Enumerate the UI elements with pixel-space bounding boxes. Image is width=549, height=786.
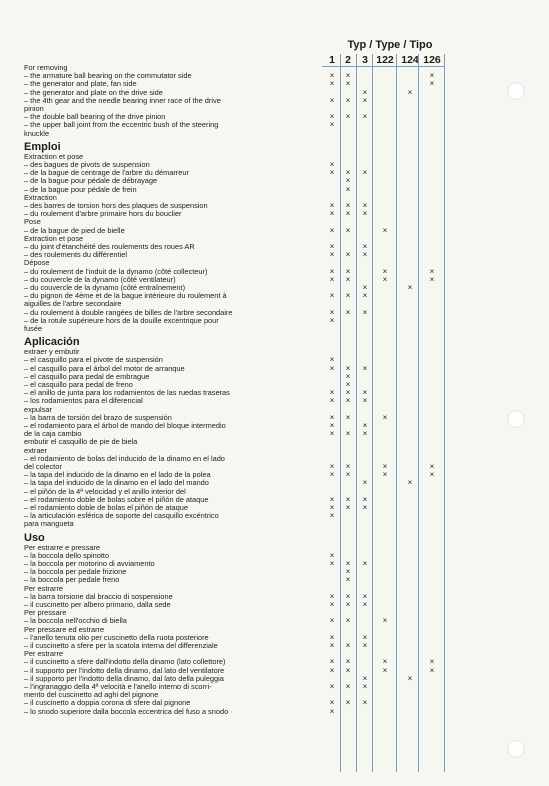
applicability-mark: ×: [329, 591, 335, 601]
list-item: Per pressare ed estrarre: [24, 624, 105, 634]
applicability-mark: ×: [329, 112, 335, 122]
header-underline: [322, 66, 444, 67]
type-column-header: 126: [423, 54, 441, 66]
applicability-mark: ×: [362, 421, 368, 430]
applicability-mark: ×: [345, 396, 351, 406]
applicability-mark: ×: [382, 266, 388, 276]
list-item: Per estrarre: [24, 583, 64, 593]
list-item: – the generator and plate on the drive side: [24, 87, 163, 97]
list-item: – il supporto per l'indotto della dinamo, dal lato del ventilatore: [24, 665, 225, 675]
applicability-mark: ×: [329, 201, 335, 210]
punch-hole-middle: [507, 410, 525, 428]
applicability-mark: ×: [362, 388, 368, 398]
list-item: Extraction et pose: [24, 233, 84, 243]
list-item: – de la rotule supérieure hors de la douille excentrique pour: [24, 315, 219, 325]
list-item: – du couvercle de la dynamo (côté entraînement): [24, 283, 186, 292]
list-item: pinion: [24, 104, 44, 113]
list-item: – la tapa del inducido de la dinamo en el lado de la polea: [24, 470, 211, 480]
applicability-mark: ×: [362, 673, 368, 683]
applicability-mark: ×: [345, 201, 351, 210]
list-item: – el casquillo para el pivote de suspensión: [24, 355, 163, 365]
applicability-mark: ×: [329, 388, 335, 398]
list-item: – du couvercle de la dynamo (côté ventilateur): [24, 274, 176, 284]
list-item: Dépose: [24, 258, 50, 268]
list-item: knuckle: [24, 128, 50, 138]
column-divider: [418, 54, 419, 772]
list-item: embutir el casquillo de pie de biela: [24, 437, 138, 447]
applicability-mark: ×: [362, 494, 368, 504]
list-item: – du roulement de l'induit de la dynamo (côté collecteur): [24, 266, 208, 276]
list-item: – l'anello tenuta olio per cuscinetto della ruota posteriore: [24, 632, 209, 642]
section-heading: Emploi: [24, 140, 61, 153]
list-item: – du roulement à double rangées de billes de l'arbre secondaire: [24, 307, 233, 317]
applicability-mark: ×: [345, 698, 351, 708]
applicability-mark: ×: [345, 657, 351, 667]
applicability-mark: ×: [382, 412, 388, 422]
applicability-mark: ×: [329, 706, 335, 716]
applicability-mark: ×: [345, 371, 351, 381]
list-item: For removing: [24, 63, 68, 72]
applicability-mark: ×: [362, 291, 368, 301]
applicability-mark: ×: [362, 591, 368, 601]
applicability-mark: ×: [345, 225, 351, 235]
applicability-mark: ×: [429, 462, 435, 471]
applicability-mark: ×: [329, 363, 335, 373]
list-item: – de la bague de centrage de l'arbre du démarreur: [24, 168, 189, 178]
applicability-mark: ×: [362, 201, 368, 210]
applicability-mark: ×: [329, 429, 335, 439]
applicability-mark: ×: [345, 176, 351, 186]
list-item: – l'ingranaggio della 4ª velocità e l'anello interno di scorri-: [24, 682, 212, 691]
applicability-mark: ×: [329, 511, 335, 521]
applicability-mark: ×: [329, 421, 335, 430]
applicability-mark: ×: [382, 462, 388, 471]
applicability-mark: ×: [329, 559, 335, 568]
applicability-mark: ×: [362, 283, 368, 292]
list-item: – la articulación esférica de soporte del casquillo excéntrico: [24, 511, 219, 521]
list-item: – lo snodo superiore dalla boccola eccentrica del fuso a snodo: [24, 706, 229, 716]
list-item: – du joint d'étanchéité des roulements des roues AR: [24, 242, 195, 251]
applicability-mark: ×: [345, 641, 351, 650]
applicability-mark: ×: [429, 79, 435, 89]
applicability-mark: ×: [362, 641, 368, 650]
list-item: – the armature ball bearing on the commutator side: [24, 71, 192, 81]
applicability-mark: ×: [429, 665, 435, 675]
list-item: para mangueta: [24, 519, 74, 529]
list-item: – la barra torsione dal braccio di sospensione: [24, 591, 173, 601]
list-item: – el piñón de la 4ª velocidad y el anillo interior del: [24, 486, 186, 496]
list-item: – il supporto per l'indotto della dinamo, dal lato della puleggia: [24, 673, 224, 683]
applicability-mark: ×: [362, 87, 368, 97]
applicability-mark: ×: [329, 462, 335, 471]
list-item: – il cuscinetto a doppia corona di sfere dal pignone: [24, 698, 191, 708]
applicability-mark: ×: [362, 209, 368, 219]
applicability-mark: ×: [362, 600, 368, 609]
applicability-mark: ×: [329, 315, 335, 325]
list-item: Per pressare: [24, 608, 67, 618]
list-item: – des roulements du différentiel: [24, 250, 127, 260]
list-item: – il cuscinetto per albero primario, dalla sede: [24, 600, 171, 609]
applicability-mark: ×: [329, 641, 335, 650]
list-item: – la boccola per motorino di avviamento: [24, 559, 155, 568]
applicability-mark: ×: [362, 559, 368, 568]
punch-hole-top: [507, 82, 525, 100]
applicability-mark: ×: [382, 225, 388, 235]
applicability-mark: ×: [345, 600, 351, 609]
column-divider: [372, 54, 373, 772]
applicability-mark: ×: [329, 550, 335, 560]
applicability-mark: ×: [345, 168, 351, 178]
applicability-mark: ×: [429, 71, 435, 81]
applicability-mark: ×: [345, 388, 351, 398]
applicability-mark: ×: [345, 665, 351, 675]
applicability-mark: ×: [329, 682, 335, 691]
applicability-mark: ×: [345, 616, 351, 626]
applicability-mark: ×: [362, 698, 368, 708]
applicability-mark: ×: [345, 274, 351, 284]
applicability-mark: ×: [329, 291, 335, 301]
applicability-mark: ×: [345, 209, 351, 219]
applicability-mark: ×: [429, 266, 435, 276]
applicability-mark: ×: [329, 250, 335, 260]
applicability-mark: ×: [429, 274, 435, 284]
list-item: – el anillo de junta para los rodamientos de las ruedas traseras: [24, 388, 230, 398]
applicability-mark: ×: [345, 250, 351, 260]
applicability-mark: ×: [345, 95, 351, 105]
list-item: expulsar: [24, 404, 52, 414]
applicability-mark: ×: [329, 307, 335, 317]
type-column-header: 1: [329, 54, 335, 66]
applicability-mark: ×: [329, 95, 335, 105]
applicability-mark: ×: [362, 682, 368, 691]
applicability-mark: ×: [382, 470, 388, 480]
applicability-mark: ×: [362, 503, 368, 512]
list-item: Per estrarre e pressare: [24, 542, 100, 552]
applicability-mark: ×: [362, 307, 368, 317]
applicability-mark: ×: [345, 429, 351, 439]
applicability-mark: ×: [345, 291, 351, 301]
applicability-mark: ×: [345, 470, 351, 480]
applicability-mark: ×: [329, 79, 335, 89]
list-item: – the upper ball joint from the eccentric bush of the steering: [24, 120, 219, 130]
list-item: – de la bague pour pédale de frein: [24, 184, 137, 194]
punch-hole-bottom: [507, 740, 525, 758]
list-item: – il cuscinetto a sfere dall'indotto della dinamo (lato collettore): [24, 657, 226, 667]
list-item: – el rodamiento de bolas del inducido de la dinamo en el lado: [24, 453, 225, 463]
list-item: – des bagues de pivots de suspension: [24, 160, 150, 169]
list-item: Extraction et pose: [24, 151, 84, 161]
list-item: Extraction: [24, 192, 57, 202]
applicability-mark: ×: [362, 242, 368, 251]
applicability-mark: ×: [329, 616, 335, 626]
applicability-mark: ×: [329, 274, 335, 284]
list-item: – la boccola nell'occhio di biella: [24, 616, 127, 626]
section-heading: Aplicación: [24, 336, 80, 349]
list-item: – de la bague pour pédale de débrayage: [24, 176, 158, 186]
applicability-mark: ×: [329, 242, 335, 251]
applicability-mark: ×: [345, 412, 351, 422]
section-heading: Uso: [24, 531, 45, 544]
applicability-mark: ×: [345, 363, 351, 373]
applicability-mark: ×: [345, 112, 351, 122]
applicability-mark: ×: [345, 380, 351, 389]
applicability-mark: ×: [345, 575, 351, 585]
column-divider: [396, 54, 397, 772]
list-item: mento del cuscinetto ad aghi del pignone: [24, 690, 159, 700]
list-item: Pose: [24, 217, 41, 227]
applicability-mark: ×: [382, 616, 388, 626]
applicability-mark: ×: [329, 266, 335, 276]
list-item: – la tapa del inducido de la dinamo en el lado del mando: [24, 478, 209, 488]
applicability-mark: ×: [407, 283, 413, 292]
applicability-mark: ×: [382, 274, 388, 284]
list-item: – el casquillo para pedal de embrague: [24, 371, 150, 381]
applicability-mark: ×: [362, 168, 368, 178]
applicability-mark: ×: [329, 160, 335, 169]
list-item: – du pignon de 4ème et de la bague intérieure du roulement à: [24, 291, 227, 301]
applicability-mark: ×: [362, 632, 368, 642]
list-item: – la barra de torsión del brazo de suspensión: [24, 412, 172, 422]
applicability-mark: ×: [345, 462, 351, 471]
applicability-mark: ×: [329, 396, 335, 406]
applicability-mark: ×: [345, 503, 351, 512]
list-item: fusée: [24, 324, 43, 333]
column-divider: [340, 54, 341, 772]
type-column-header: 3: [362, 54, 368, 66]
applicability-mark: ×: [382, 665, 388, 675]
applicability-mark: ×: [345, 184, 351, 194]
list-item: extraer: [24, 445, 48, 455]
list-item: – the 4th gear and the needle bearing inner race of the drive: [24, 95, 221, 105]
list-item: extraer y embutir: [24, 347, 80, 357]
list-item: – el rodamiento doble de bolas sobre el piñón de ataque: [24, 494, 209, 504]
applicability-mark: ×: [345, 567, 351, 577]
list-item: de la caja cambio: [24, 429, 82, 439]
column-divider: [356, 54, 357, 772]
list-item: – los rodamientos para el diferencial: [24, 396, 143, 406]
list-item: – la boccola per pedale frizione: [24, 567, 127, 577]
applicability-mark: ×: [362, 95, 368, 105]
list-item: – des barres de torsion hors des plaques de suspension: [24, 201, 208, 210]
list-item: – la boccola per pedale freno: [24, 575, 120, 585]
applicability-mark: ×: [345, 266, 351, 276]
applicability-mark: ×: [345, 79, 351, 89]
applicability-mark: ×: [329, 665, 335, 675]
applicability-mark: ×: [345, 559, 351, 568]
list-item: del colector: [24, 462, 62, 471]
applicability-mark: ×: [362, 429, 368, 439]
type-column-header: 124: [401, 54, 419, 66]
applicability-mark: ×: [329, 355, 335, 365]
list-item: – de la bague de pied de bielle: [24, 225, 125, 235]
list-item: – il cuscinetto a sfere per la scatola interna del differenziale: [24, 641, 218, 650]
applicability-mark: ×: [329, 120, 335, 130]
applicability-mark: ×: [329, 225, 335, 235]
applicability-mark: ×: [429, 470, 435, 480]
applicability-mark: ×: [329, 470, 335, 480]
applicability-mark: ×: [407, 478, 413, 488]
applicability-mark: ×: [329, 657, 335, 667]
applicability-mark: ×: [429, 657, 435, 667]
applicability-mark: ×: [345, 682, 351, 691]
list-item: – du roulement d'arbre primaire hors du bouclier: [24, 209, 182, 219]
applicability-mark: ×: [329, 503, 335, 512]
list-item: – the double ball bearing of the drive pinion: [24, 112, 166, 122]
applicability-mark: ×: [362, 250, 368, 260]
applicability-mark: ×: [345, 307, 351, 317]
applicability-mark: ×: [407, 673, 413, 683]
type-header-title: Typ / Type / Tipo: [347, 39, 433, 51]
applicability-mark: ×: [329, 632, 335, 642]
applicability-mark: ×: [329, 698, 335, 708]
applicability-mark: ×: [329, 412, 335, 422]
applicability-mark: ×: [329, 71, 335, 81]
applicability-mark: ×: [382, 657, 388, 667]
list-item: Per estrarre: [24, 649, 64, 659]
list-item: – la boccola dello spinotto: [24, 550, 110, 560]
applicability-mark: ×: [362, 478, 368, 488]
applicability-mark: ×: [345, 71, 351, 81]
list-item: aiguilles de l'arbre secondaire: [24, 299, 122, 309]
list-item: – el rodamiento para el árbol de mando del bloque intermedio: [24, 421, 226, 430]
list-item: – el rodamiento doble de bolas el piñón de ataque: [24, 503, 188, 512]
applicability-mark: ×: [362, 363, 368, 373]
applicability-mark: ×: [362, 112, 368, 122]
applicability-mark: ×: [345, 494, 351, 504]
list-item: – the generator and plate, fan side: [24, 79, 137, 89]
applicability-mark: ×: [329, 600, 335, 609]
applicability-mark: ×: [329, 494, 335, 504]
applicability-mark: ×: [329, 168, 335, 178]
type-column-header: 2: [345, 54, 351, 66]
list-item: – el casquillo para pedal de freno: [24, 380, 133, 389]
applicability-mark: ×: [345, 591, 351, 601]
column-divider: [444, 54, 445, 772]
applicability-mark: ×: [329, 209, 335, 219]
list-item: – el casquillo para el árbol del motor de arranque: [24, 363, 185, 373]
type-column-header: 122: [376, 54, 394, 66]
applicability-mark: ×: [407, 87, 413, 97]
applicability-mark: ×: [362, 396, 368, 406]
